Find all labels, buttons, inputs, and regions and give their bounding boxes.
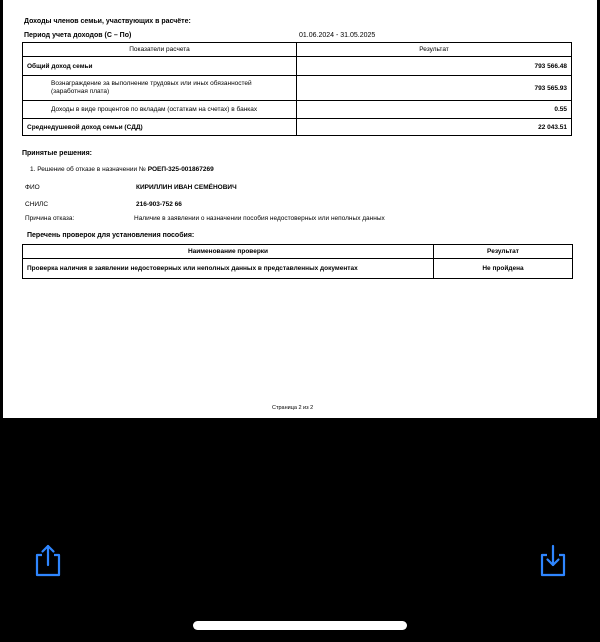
col-indicator-header: Показатели расчета — [23, 43, 297, 57]
checks-heading: Перечень проверок для установления пособия: — [27, 232, 195, 239]
decision-item — [30, 166, 214, 173]
salary-label-line2: (заработная плата) — [51, 88, 110, 95]
avg-income-value: 22 043.51 — [297, 119, 572, 136]
col-result-header: Результат — [297, 43, 572, 57]
period-label: Период учета доходов (С – По) — [24, 32, 132, 39]
home-indicator[interactable] — [193, 621, 407, 630]
share-button[interactable] — [33, 543, 63, 577]
check-name-header: Наименование проверки — [23, 245, 434, 259]
avg-income-label: Среднедушевой доход семьи (СДД) — [23, 119, 297, 136]
document-page — [3, 0, 597, 418]
table-row — [23, 119, 572, 136]
save-to-files-button[interactable] — [538, 543, 568, 577]
fio-value: КИРИЛЛИН ИВАН СЕМЁНОВИЧ — [136, 184, 237, 191]
check-name: Проверка наличия в заявлении недостоверных или неполных данных в представленных документах — [23, 259, 434, 279]
period-value: 01.06.2024 - 31.05.2025 — [299, 32, 376, 39]
salary-value: 793 565.93 — [297, 76, 572, 101]
interest-label: Доходы в виде процентов по вкладам (остаткам на счетах) в банках — [23, 101, 297, 119]
table-row — [23, 76, 572, 101]
check-result: Не пройдена — [434, 259, 573, 279]
income-heading: Доходы членов семьи, участвующих в расчёте: — [24, 18, 191, 25]
salary-label — [23, 76, 297, 101]
page-number: Страница 2 из 2 — [272, 405, 314, 411]
table-row — [23, 259, 573, 279]
checks-table — [22, 244, 573, 279]
table-row — [23, 101, 572, 119]
reason-label: Причина отказа: — [25, 215, 75, 222]
check-result-header: Результат — [434, 245, 573, 259]
save-to-files-icon — [538, 543, 568, 577]
total-income-value: 793 566.48 — [297, 57, 572, 76]
reason-value: Наличие в заявлении о назначении пособия недостоверных или неполных данных — [134, 215, 385, 222]
fio-label: ФИО — [25, 184, 40, 191]
interest-value: 0.55 — [297, 101, 572, 119]
snils-label: СНИЛС — [25, 201, 49, 208]
total-income-label: Общий доход семьи — [23, 57, 297, 76]
decision-prefix: 1. Решение об отказе в назначении № — [30, 166, 146, 173]
snils-value: 216-903-752 66 — [136, 201, 182, 208]
table-header-row — [23, 245, 573, 259]
income-table — [22, 42, 572, 136]
salary-label-line1: Вознаграждение за выполнение трудовых или иных обязанностей — [51, 80, 252, 87]
table-header-row — [23, 43, 572, 57]
share-icon — [33, 543, 63, 577]
table-row — [23, 57, 572, 76]
decision-number: РОЕП-325-001867269 — [147, 166, 214, 173]
decisions-heading: Принятые решения: — [22, 150, 93, 157]
